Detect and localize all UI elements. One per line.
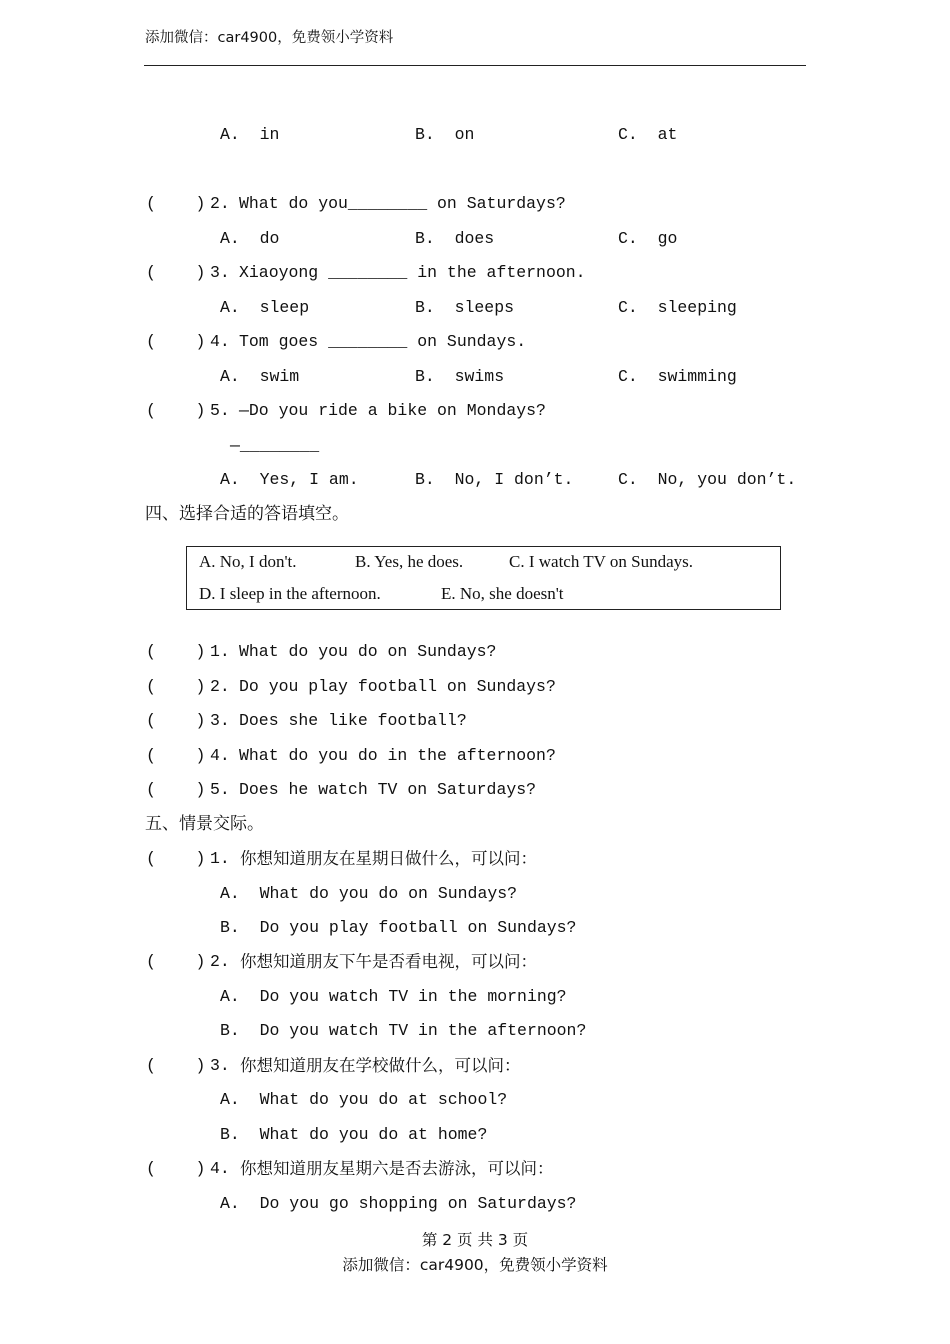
question-stem: What do you________ on Saturdays? [239,194,566,213]
choice-b: B. Yes, he does. [355,552,464,571]
option-a: A. swim [220,367,300,386]
answer-paren: ( ) [146,1159,206,1178]
option-c: C. sleeping [618,298,737,317]
question-number: 1. [210,642,230,661]
answer-choices-box [186,546,781,610]
question-number: 1. [210,849,230,868]
question-number: 2. [210,952,230,971]
question-number: 3. [210,1056,230,1075]
question-stem: —Do you ride a bike on Mondays? [239,401,546,420]
option-b: B. sleeps [415,298,515,317]
option-c: C. swimming [618,367,737,386]
option-b: B. Do you watch TV in the afternoon? [220,1021,587,1040]
question-text: Does he watch TV on Saturdays? [239,780,537,799]
header-divider [144,65,806,66]
question-number: 4. [210,746,230,765]
option-c: C. No, you don’t. [618,470,797,489]
question-number: 5. [210,401,230,420]
option-a: A. in [220,125,280,144]
question-text: Do you play football on Sundays? [239,677,556,696]
question-prompt: 你想知道朋友星期六是否去游泳，可以问： [240,1159,554,1178]
question-text: What do you do on Sundays? [239,642,497,661]
question-number: 3. [210,711,230,730]
question-stem: Tom goes ________ on Sundays. [239,332,527,351]
option-c: C. at [618,125,678,144]
question-number: 5. [210,780,230,799]
answer-paren: ( ) [146,677,206,696]
question-number: 3. [210,263,230,282]
question-text: What do you do in the afternoon? [239,746,556,765]
option-b: B. Do you play football on Sundays? [220,918,577,937]
question-prompt: 你想知道朋友下午是否看电视，可以问： [240,952,537,971]
choice-a: A. No, I don't. [199,552,297,571]
answer-paren: ( ) [146,849,206,868]
option-a: A. Yes, I am. [220,470,359,489]
answer-paren: ( ) [146,952,206,971]
option-a: A. sleep [220,298,310,317]
section-title: 四、选择合适的答语填空。 [145,504,349,524]
option-a: A. Do you watch TV in the morning? [220,987,567,1006]
answer-blank: —________ [230,436,320,455]
choice-d: D. I sleep in the afternoon. [199,584,381,603]
question-number: 4. [210,1159,230,1178]
page-number: 第 2 页 共 3 页 [421,1231,529,1249]
option-a: A. What do you do on Sundays? [220,884,518,903]
question-prompt: 你想知道朋友在星期日做什么，可以问： [240,849,537,868]
option-a: A. Do you go shopping on Saturdays? [220,1194,577,1213]
choice-c: C. I watch TV on Sundays. [509,552,694,571]
option-b: B. What do you do at home? [220,1125,488,1144]
answer-paren: ( ) [146,263,206,282]
option-b: B. swims [415,367,505,386]
answer-paren: ( ) [146,1056,206,1075]
section-title: 五、情景交际。 [145,814,264,834]
option-a: A. What do you do at school? [220,1090,508,1109]
answer-paren: ( ) [146,711,206,730]
option-b: B. on [415,125,475,144]
question-prompt: 你想知道朋友在学校做什么，可以问： [240,1056,521,1075]
question-stem: Xiaoyong ________ in the afternoon. [239,263,586,282]
answer-paren: ( ) [146,746,206,765]
answer-paren: ( ) [146,332,206,351]
footer-note: 添加微信：car4900，免费领小学资料 [342,1256,608,1274]
answer-paren: ( ) [146,401,206,420]
option-c: C. go [618,229,678,248]
header-note: 添加微信：car4900，免费领小学资料 [145,30,394,46]
option-a: A. do [220,229,280,248]
question-text: Does she like football? [239,711,467,730]
question-number: 4. [210,332,230,351]
choice-e: E. No, she doesn't [441,584,564,603]
option-b: B. No, I don’t. [415,470,574,489]
option-b: B. does [415,229,495,248]
answer-paren: ( ) [146,642,206,661]
question-number: 2. [210,677,230,696]
answer-paren: ( ) [146,780,206,799]
answer-paren: ( ) [146,194,206,213]
question-number: 2. [210,194,230,213]
